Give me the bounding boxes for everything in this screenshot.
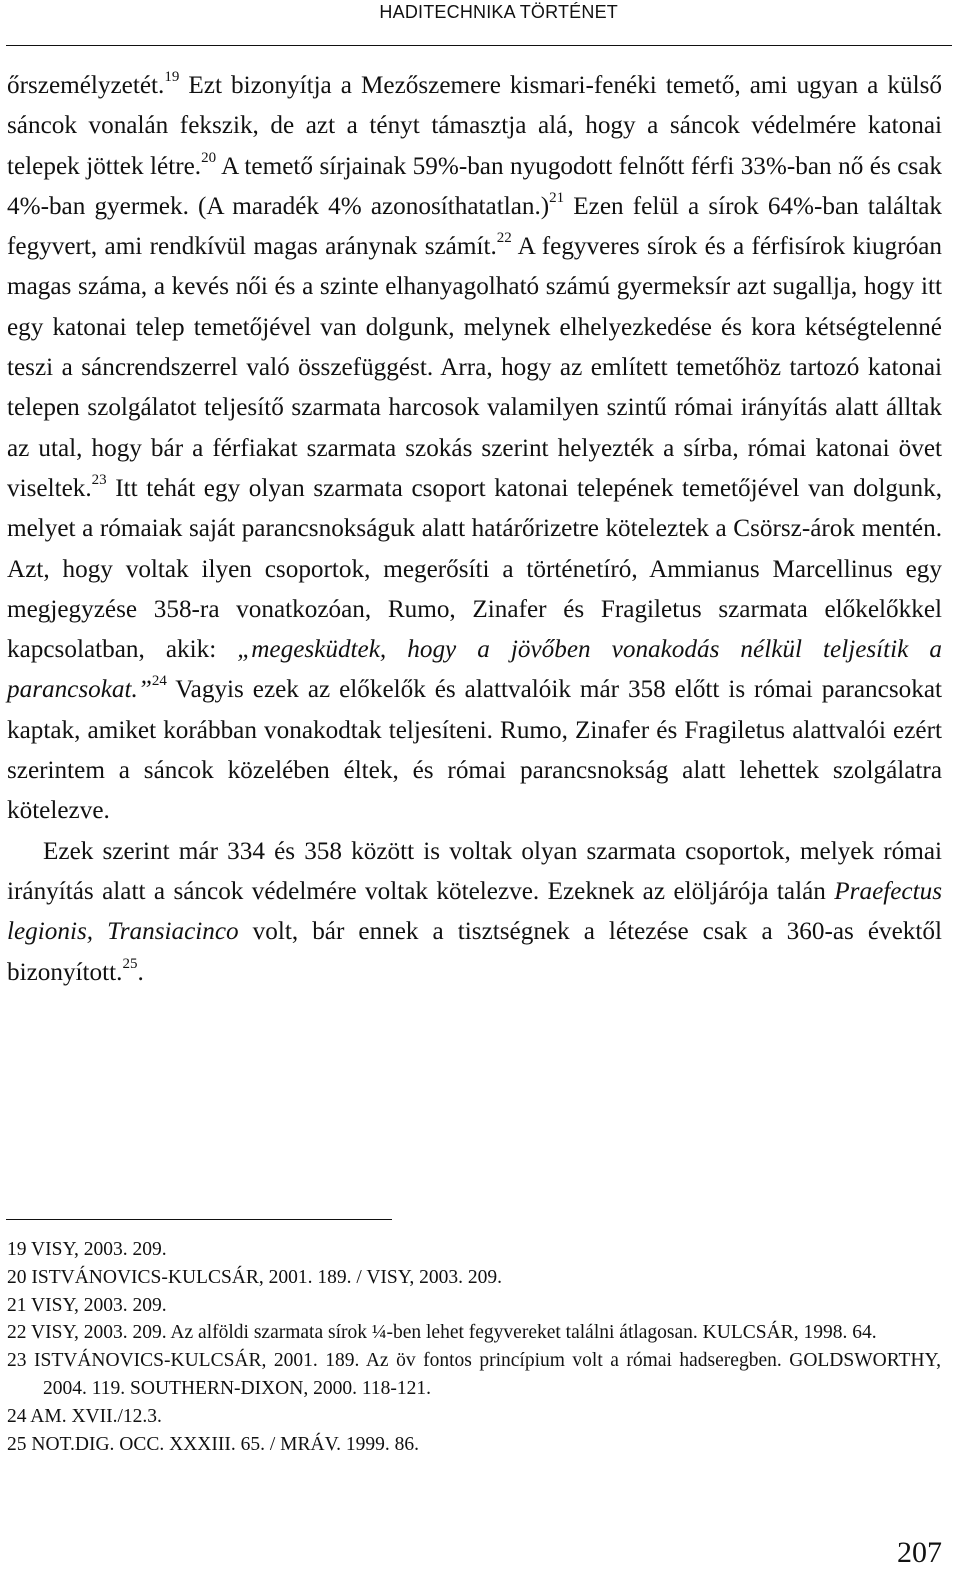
- quotation: „megesküdtek, hogy a jövőben vonakodás nélkül teljesítik a parancsokat.”: [7, 636, 942, 704]
- footnote-ref-24: 24: [151, 673, 167, 690]
- footnote-20: 20 ISTVÁNOVICS-KULCSÁR, 2001. 189. / VISY, 2003. 209.: [7, 1266, 502, 1288]
- paragraph-1: [7, 66, 942, 832]
- footnote-ref-21: 21: [549, 189, 565, 206]
- footnote-24: 24 AM. XVII./12.3.: [7, 1405, 162, 1427]
- paragraph-1-text: A temető sírjainak 59%-ban nyugodott felnőtt férfi 33%-ban nő és csak 4%-ban gyermek. (A maradék 4% azonosíthatatlan.): [7, 152, 942, 220]
- paragraph-2-text: Ezek szerint már 334 és 358 között is voltak olyan szarmata csoportok, melyek római irányítás alatt a sáncok védelmére voltak kötelezve. Ezeknek az elöljárója talán: [7, 837, 942, 905]
- paragraph-1-text: Ezen felül a sírok 64%-ban találtak fegyvert, ami rendkívül magas aránynak számít.: [7, 192, 942, 261]
- paragraph-2: [7, 832, 942, 993]
- footnote-ref-19: 19: [164, 69, 180, 85]
- footnote-22: 22 VISY, 2003. 209. Az alföldi szarmata sírok ¼-ben lehet fegyvereket találni átlagosan. KULCSÁR, 1998. 64.: [7, 1322, 877, 1344]
- paragraph-1-text: őrszemélyzetét.: [7, 72, 165, 99]
- paragraph-1-text: Vagyis ezek az előkelők és alattvalóik már 358 előtt is római parancsokat kaptak, amiket korábban vonakodtak teljesíteni. Rumo, Zinafer és Fragiletus alattvalói ezért szerintem a sáncok közelében éltek, és római parancsnokság alatt lehettek szolgálatra kötelezve.: [7, 676, 942, 825]
- footnotes: [7, 1236, 941, 1458]
- paragraph-2-text: .: [137, 958, 144, 986]
- footnote-ref-22: 22: [496, 230, 512, 247]
- running-head: HADITECHNIKA TÖRTÉNET: [379, 2, 618, 22]
- italic-title: Praefectus legionis, Transiacinco: [7, 877, 942, 946]
- footnote-separator: [6, 1219, 392, 1220]
- footnote-21: 21 VISY, 2003. 209.: [7, 1294, 167, 1316]
- page-number: 207: [897, 1536, 942, 1569]
- footnote-25: 25 NOT.DIG. OCC. XXXIII. 65. / MRÁV. 1999. 86.: [7, 1433, 420, 1455]
- footnote-23: 23 ISTVÁNOVICS-KULCSÁR, 2001. 189. Az öv fontos princípium volt a római hadseregben. GOLDSWORTHY, 2004. 119. SOUTHERN-DIXON, 2000. 118-121.: [7, 1350, 941, 1399]
- paragraph-2-text: volt, bár ennek a tisztségnek a létezése csak a 360-as évektől bizonyított.: [7, 918, 942, 986]
- footnote-ref-23: 23: [91, 471, 107, 488]
- footnote-ref-20: 20: [201, 149, 217, 166]
- header-rule: [6, 45, 952, 46]
- footnote-ref-25: 25: [122, 955, 138, 972]
- paragraph-1-text: A fegyveres sírok és a férfisírok kiugróan magas száma, a kevés női és a szinte elhanyagolható számú gyermeksír azt sugallja, hogy itt egy katonai telep temetőjével van dolgunk, melynek elhelyezkedése és kora kétségtelenné teszi a sáncrendszerrel való összefüggést. Arra, hogy az említett temetőhöz tartozó katonai telepen szolgálatot teljesítő szarmata harcosok valamilyen szintű római irányítás alatt álltak az utal, hogy bár a férfiakat szarmata szokás szerint helyezték a sírba, római katonai övet viseltek.: [7, 233, 943, 502]
- footnote-19: 19 VISY, 2003. 209.: [7, 1239, 167, 1260]
- paragraph-1-text: Ezt bizonyítja a Mezőszemere kismari-fenéki temető, ami ugyan a külső sáncok vonalán fekszik, de azt a tényt támasztja alá, hogy a sáncok védelmére katonai telepek jöttek létre.: [7, 72, 942, 180]
- paragraph-1-text: Itt tehát egy olyan szarmata csoport katonai telepének temetőjével van dolgunk, melyet a rómaiak saját parancsnokságuk alatt határőrizetre köteleztek a Csörsz-árok mentén. Azt, hogy voltak ilyen csoportok, megerősíti a történetíró, Ammianus Marcellinus egy megjegyzése 358-ra vonatkozóan, Rumo, Zinafer és Fragiletus szarmata előkelőkkel kapcsolatban, akik:: [7, 474, 942, 664]
- body-text: [7, 66, 942, 993]
